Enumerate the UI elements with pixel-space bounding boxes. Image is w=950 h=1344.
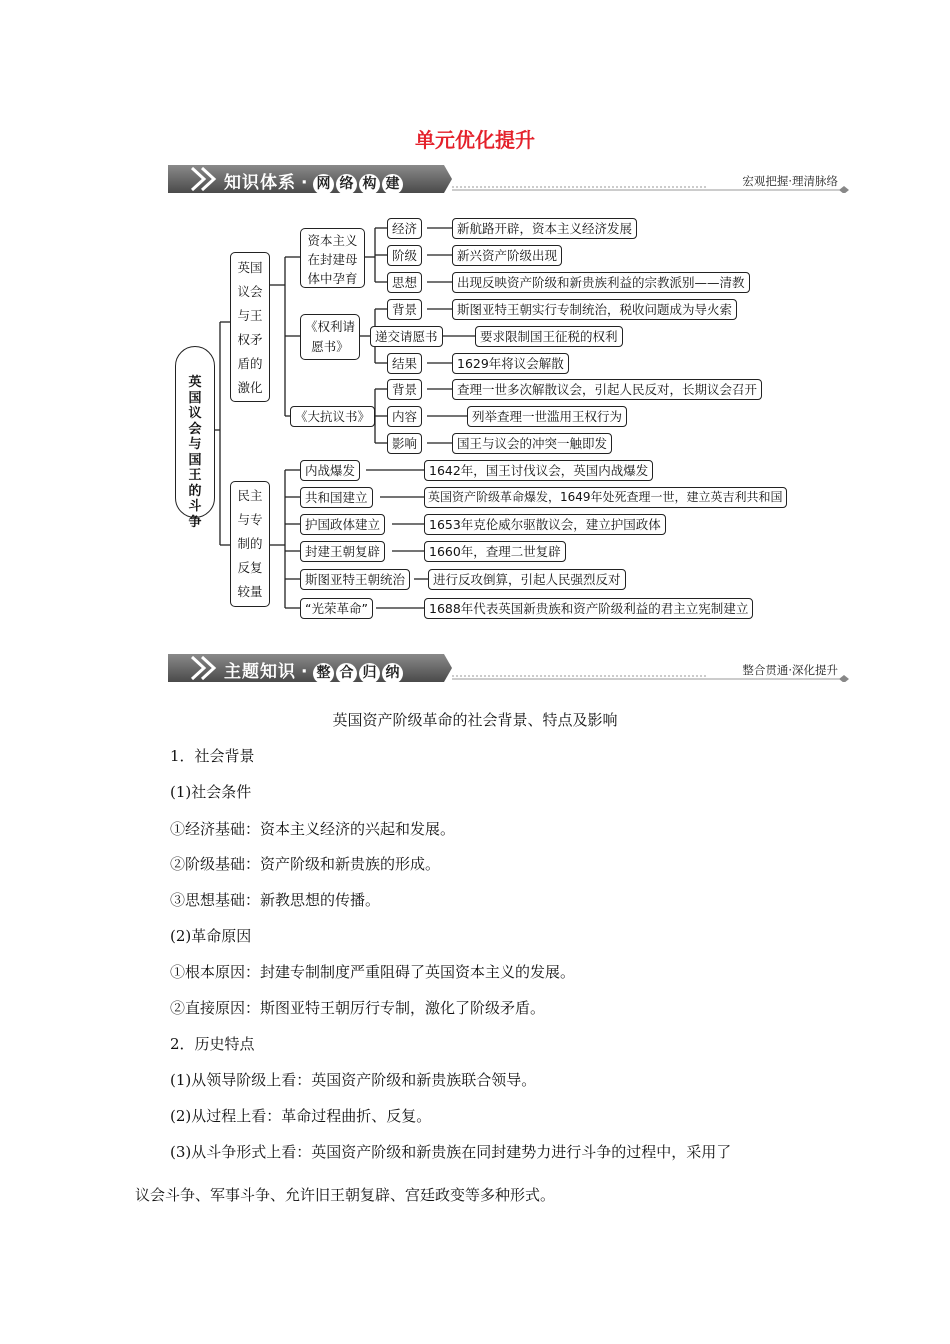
- tag-petition-background: 背景: [387, 299, 422, 320]
- tag-class: 阶级: [387, 245, 422, 266]
- item-petition-background: 斯图亚特王朝实行专制统治，税收问题成为导火索: [452, 299, 737, 320]
- banner-subtitle: 宏观把握·理清脉络: [742, 174, 838, 188]
- tag-civil-war: 内战爆发: [300, 460, 360, 481]
- subheading-social-conditions: (1)社会条件: [170, 783, 252, 801]
- paragraph: ①根本原因：封建专制制度严重阻碍了英国资本主义的发展。: [170, 963, 576, 981]
- item-republic: 英国资产阶级革命爆发，1649年处死查理一世，建立英吉利共和国: [424, 487, 787, 508]
- heading-historical-features: 2．历史特点: [170, 1035, 255, 1053]
- tag-economy: 经济: [387, 218, 422, 239]
- item-class: 新兴资产阶级出现: [452, 245, 562, 266]
- item-petition-submit: 要求限制国王征税的权利: [475, 326, 623, 347]
- tag-stuart-rule: 斯图亚特王朝统治: [300, 569, 410, 590]
- paragraph: ②阶级基础：资产阶级和新贵族的形成。: [170, 855, 441, 873]
- tag-petition-result: 结果: [387, 353, 422, 374]
- mindmap-group-remonstrance: 《大抗议书》: [290, 406, 375, 427]
- paragraph: ②直接原因：斯图亚特王朝厉行专制，激化了阶级矛盾。: [170, 999, 546, 1017]
- item-remonstrance-content: 列举查理一世滥用王权行为: [467, 406, 627, 427]
- tag-republic: 共和国建立: [300, 487, 373, 508]
- banner-subtitle: 整合贯通·深化提升: [742, 663, 838, 677]
- tag-remonstrance-content: 内容: [387, 406, 422, 427]
- item-thought: 出现反映资产阶级和新贵族利益的宗教派别——清教: [452, 272, 750, 293]
- paragraph: ③思想基础：新教思想的传播。: [170, 891, 381, 909]
- tag-petition-submit: 递交请愿书: [370, 326, 443, 347]
- tag-glorious-revolution: “光荣革命”: [300, 598, 373, 619]
- paragraph: ①经济基础：资本主义经济的兴起和发展。: [170, 820, 456, 838]
- paragraph-continuation: 议会斗争、军事斗争、允许旧王朝复辟、宫廷政变等多种形式。: [135, 1186, 556, 1204]
- item-economy: 新航路开辟，资本主义经济发展: [452, 218, 637, 239]
- tag-thought: 思想: [387, 272, 422, 293]
- banner-main-title: 知识体系 · 网 络 构 建: [224, 168, 405, 195]
- item-restoration: 1660年，查理二世复辟: [424, 541, 566, 562]
- item-protectorate: 1653年克伦威尔驱散议会，建立护国政体: [424, 514, 666, 535]
- paragraph: (2)从过程上看：革命过程曲折、反复。: [170, 1107, 432, 1125]
- mindmap-group-petition: 《权利请 愿书》: [300, 314, 360, 360]
- paragraph: (3)从斗争形式上看：英国资产阶级和新贵族在同封建势力进行斗争的过程中，采用了: [170, 1143, 732, 1161]
- paragraph: (1)从领导阶级上看：英国资产阶级和新贵族联合领导。: [170, 1071, 537, 1089]
- item-remonstrance-background: 查理一世多次解散议会，引起人民反对，长期议会召开: [452, 379, 762, 400]
- section-subtitle: 英国资产阶级革命的社会背景、特点及影响: [332, 711, 618, 729]
- mindmap-branch-conflict: 英国 议会 与王 权矛 盾的 激化: [230, 252, 270, 402]
- item-petition-result: 1629年将议会解散: [452, 353, 569, 374]
- page-title: 单元优化提升: [415, 128, 535, 152]
- item-civil-war: 1642年，国王讨伐议会，英国内战爆发: [424, 460, 653, 481]
- tag-remonstrance-impact: 影响: [387, 433, 422, 454]
- section-banner-theme-knowledge: [168, 654, 854, 682]
- mindmap-root: 英 国 议 会 与 国 王 的 斗 争: [175, 346, 215, 518]
- tag-remonstrance-background: 背景: [387, 379, 422, 400]
- mindmap-branch-democracy: 民主 与专 制的 反复 较量: [230, 481, 270, 607]
- mindmap-group-capitalism: 资本主义 在封建母 体中孕育: [300, 228, 365, 288]
- item-glorious-revolution: 1688年代表英国新贵族和资产阶级利益的君主立宪制建立: [424, 598, 753, 619]
- item-stuart-rule: 进行反攻倒算，引起人民强烈反对: [428, 569, 626, 590]
- banner-main-title: 主题知识 · 整 合 归 纳: [224, 657, 405, 684]
- item-remonstrance-impact: 国王与议会的冲突一触即发: [452, 433, 612, 454]
- heading-social-background: 1．社会背景: [170, 747, 255, 765]
- tag-protectorate: 护国政体建立: [300, 514, 385, 535]
- tag-restoration: 封建王朝复辟: [300, 541, 385, 562]
- subheading-revolution-causes: (2)革命原因: [170, 927, 252, 945]
